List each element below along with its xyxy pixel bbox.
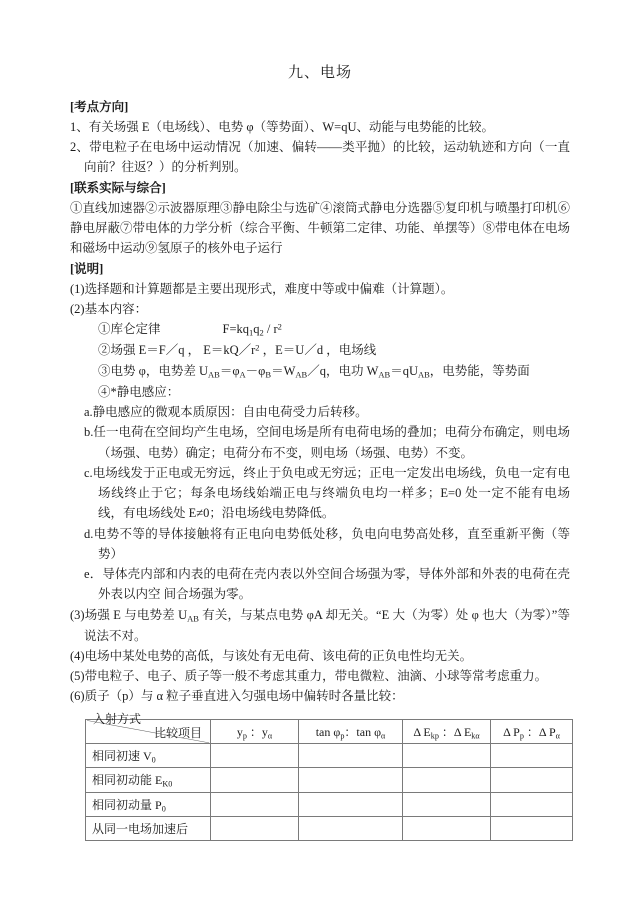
section-heading-practical: [联系实际与综合] — [70, 180, 166, 195]
y-ratio-sub-1: p — [242, 730, 247, 740]
coulomb-formula — [223, 322, 282, 336]
basics-coulomb-law — [70, 319, 570, 340]
tan-phi-sub-2: α — [381, 730, 386, 740]
table-header-row — [86, 719, 573, 743]
delta-p-main-2: Δ P — [538, 724, 556, 739]
column-header-tan-phi-ratio — [299, 719, 403, 743]
basics-induction-label: ④*静电感应： — [98, 384, 180, 399]
induction-item-e: e．导体壳内部和内表的电荷在壳内表以外空间合场强为零，导体外部和外表的电荷在壳外表以内空 间合场强为零。 — [84, 567, 570, 602]
potential-mid-2: －φ — [245, 363, 266, 378]
induction-item-a: a.静电感应的微观本质原因：自由电荷受力后转移。 — [84, 405, 368, 420]
tan-phi-main-1: tan φ — [315, 724, 341, 739]
row-header-same-initial-velocity — [86, 743, 211, 767]
cell-ke-tanphi[interactable] — [299, 768, 403, 792]
table-row — [86, 743, 573, 767]
potential-mid-1: ＝φ — [219, 363, 240, 378]
potential-mid-3: ＝W — [271, 363, 296, 378]
explanation-item-1: (1)选择题和计算题都是主要出现形式，难度中等或中偏难（计算题）。 — [70, 281, 454, 296]
cell-accel-deltap[interactable] — [491, 816, 573, 840]
cell-momentum-deltaek[interactable] — [403, 792, 491, 816]
explanation-item-6: (6)质子（p）与 α 粒子垂直进入匀强电场中偏转时各量比较： — [70, 689, 404, 704]
comparison-table-wrapper — [70, 711, 570, 841]
cell-ke-deltap[interactable] — [491, 768, 573, 792]
potential-sub-a: A — [239, 369, 246, 380]
induction-item-d: d.电势不等的导体接触将有正电向电势低处移，负电向电势高处移，直至重新平衡（等势） — [84, 526, 570, 561]
table-corner-cell — [86, 711, 211, 743]
section-heading-exam-direction: [考点方向] — [70, 99, 129, 114]
column-header-delta-p-ratio — [491, 719, 573, 743]
field-strength-exponent: 2 — [255, 342, 260, 353]
corner-label-rows: 入射方式 — [93, 711, 142, 726]
potential-sub-ab-1: AB — [208, 369, 220, 380]
explanation-item-5: (5)带电粒子、电子、质子等一般不考虑其重力，带电微粒、油滴、小球等常考虑重力。 — [70, 669, 548, 684]
potential-tail: ，电势能，等势面 — [429, 363, 530, 378]
coulomb-sub-2: 2 — [259, 327, 264, 338]
row-header-same-initial-kinetic-energy — [86, 768, 211, 792]
exam-direction-item-1: 1、有关场强 E（电场线）、电势 φ（等势面）、W=qU、动能与电势能的比较。 — [70, 119, 494, 134]
basics-potential — [70, 361, 570, 382]
field-strength-tail: ，E＝U／d ，电场线 — [259, 343, 377, 358]
cell-velocity-y[interactable] — [211, 743, 299, 767]
practical-body: ①直线加速器②示波器原理③静电除尘与选矿④滚筒式静电分选器⑤复印机与喷墨打印机⑥静电屏蔽⑦带电体的力学分析（综合平衡、牛顿第二定律、功能、单摆等）⑧带电体在电场和磁场中运动⑨氢原子的核外电子运行 — [70, 200, 571, 256]
induction-item-c: c.电场线发于正电或无穷远，终止于负电或无穷远；正电一定发出电场线，负电一定有电场线终止于它；每条电场线始端正电与终端负电均一样多；E=0 处一定不能有电场线，有电场线处 E≠0；沿电场线电势降低。 — [84, 465, 570, 521]
item-3-prefix: (3)场强 E 与电势差 U — [70, 607, 188, 622]
explanation-item-2-label: (2)基本内容： — [70, 302, 148, 316]
comparison-table — [85, 711, 573, 841]
table-row — [86, 792, 573, 816]
corner-label-columns: 比较项目 — [153, 725, 202, 740]
row-label-main: 相同初动量 P — [92, 797, 162, 812]
potential-sub-ab-3: AB — [378, 369, 391, 380]
potential-sub-ab-4: AB — [417, 369, 430, 380]
delta-ek-main-2: Δ E — [453, 724, 472, 739]
coulomb-label: ①库仑定律 — [98, 322, 161, 337]
table-row — [86, 768, 573, 792]
row-label-sub: 0 — [161, 803, 166, 813]
exam-direction-item-2: 2、带电粒子在电场中运动情况（加速、偏转——类平抛）的比较，运动轨迹和方向（一直向前？往返？）的分析判别。 — [70, 140, 570, 175]
cell-momentum-tanphi[interactable] — [299, 792, 403, 816]
coulomb-formula-tail: / r — [263, 322, 278, 337]
delta-p-main-1: Δ P — [503, 724, 520, 739]
cell-accel-deltaek[interactable] — [403, 816, 491, 840]
basics-field-strength — [70, 340, 570, 360]
tan-phi-separator: ： — [344, 724, 357, 739]
row-label-main: 相同初动能 E — [92, 773, 163, 788]
cell-velocity-tanphi[interactable] — [299, 743, 403, 767]
row-label-sub: K0 — [162, 779, 173, 789]
cell-momentum-y[interactable] — [211, 792, 299, 816]
row-label-main: 从同一电场加速后 — [92, 821, 189, 836]
item-3-tail: 有关，与某点电势 φA 却无关。“E 大（为零）处 φ 也大（为零）”等说法不对。 — [84, 607, 570, 643]
cell-velocity-deltaek[interactable] — [403, 743, 491, 767]
coulomb-sub-1: 1 — [249, 327, 254, 338]
potential-prefix: ③电势 φ，电势差 U — [98, 363, 208, 378]
tan-phi-main-2: tan φ — [356, 724, 381, 739]
delta-ek-main-1: Δ E — [413, 724, 431, 739]
tan-phi-sub-1: p — [340, 730, 345, 740]
potential-sub-b: B — [265, 369, 272, 380]
explanation-item-4: (4)电场中某处电势的高低，与该处有无电荷、该电荷的正负电性均无关。 — [70, 648, 473, 663]
cell-accel-tanphi[interactable] — [299, 816, 403, 840]
delta-p-separator: ： — [523, 724, 539, 739]
coulomb-q2: q — [253, 322, 260, 337]
y-ratio-main-1: y — [236, 724, 243, 739]
potential-mid-5: ＝qU — [390, 363, 418, 378]
coulomb-exponent: 2 — [277, 321, 282, 332]
column-header-y-ratio — [211, 719, 299, 743]
y-ratio-separator: ： — [246, 724, 262, 739]
potential-mid-4: ／q，电功 W — [307, 363, 379, 378]
cell-ke-deltaek[interactable] — [403, 768, 491, 792]
field-strength-prefix: ②场强 E＝F／q ， E＝kQ／r — [98, 343, 256, 358]
potential-sub-ab-2: AB — [295, 369, 308, 380]
explanation-item-3 — [70, 605, 570, 646]
cell-momentum-deltap[interactable] — [491, 792, 573, 816]
table-row — [86, 816, 573, 840]
delta-p-sub-1: p — [519, 730, 524, 740]
delta-ek-sub-1: kp — [430, 730, 439, 740]
row-label-sub: 0 — [151, 755, 156, 765]
row-label-main: 相同初速 V — [92, 748, 152, 763]
section-heading-explanation: [说明] — [70, 261, 104, 276]
delta-ek-sub-2: kα — [471, 730, 480, 740]
delta-ek-separator: ： — [438, 724, 454, 739]
delta-p-sub-2: α — [555, 730, 560, 740]
cell-accel-y[interactable] — [211, 816, 299, 840]
y-ratio-main-2: y — [261, 724, 268, 739]
induction-item-b: b.任一电荷在空间均产生电场，空间电场是所有电荷电场的叠加；电荷分布确定，则电场（场强、电势）确定；电荷分布不变，则电场（场强、电势）不变。 — [84, 425, 570, 460]
cell-ke-y[interactable] — [211, 768, 299, 792]
coulomb-formula-head: F=kq — [222, 322, 250, 337]
row-header-accelerated-by-same-field — [86, 816, 211, 840]
item-3-sub-ab: AB — [187, 612, 199, 623]
cell-velocity-deltap[interactable] — [491, 743, 573, 767]
y-ratio-sub-2: α — [267, 730, 273, 740]
column-header-delta-ek-ratio — [403, 719, 491, 743]
row-header-same-initial-momentum — [86, 792, 211, 816]
page-title: 九、电场 — [287, 65, 352, 81]
